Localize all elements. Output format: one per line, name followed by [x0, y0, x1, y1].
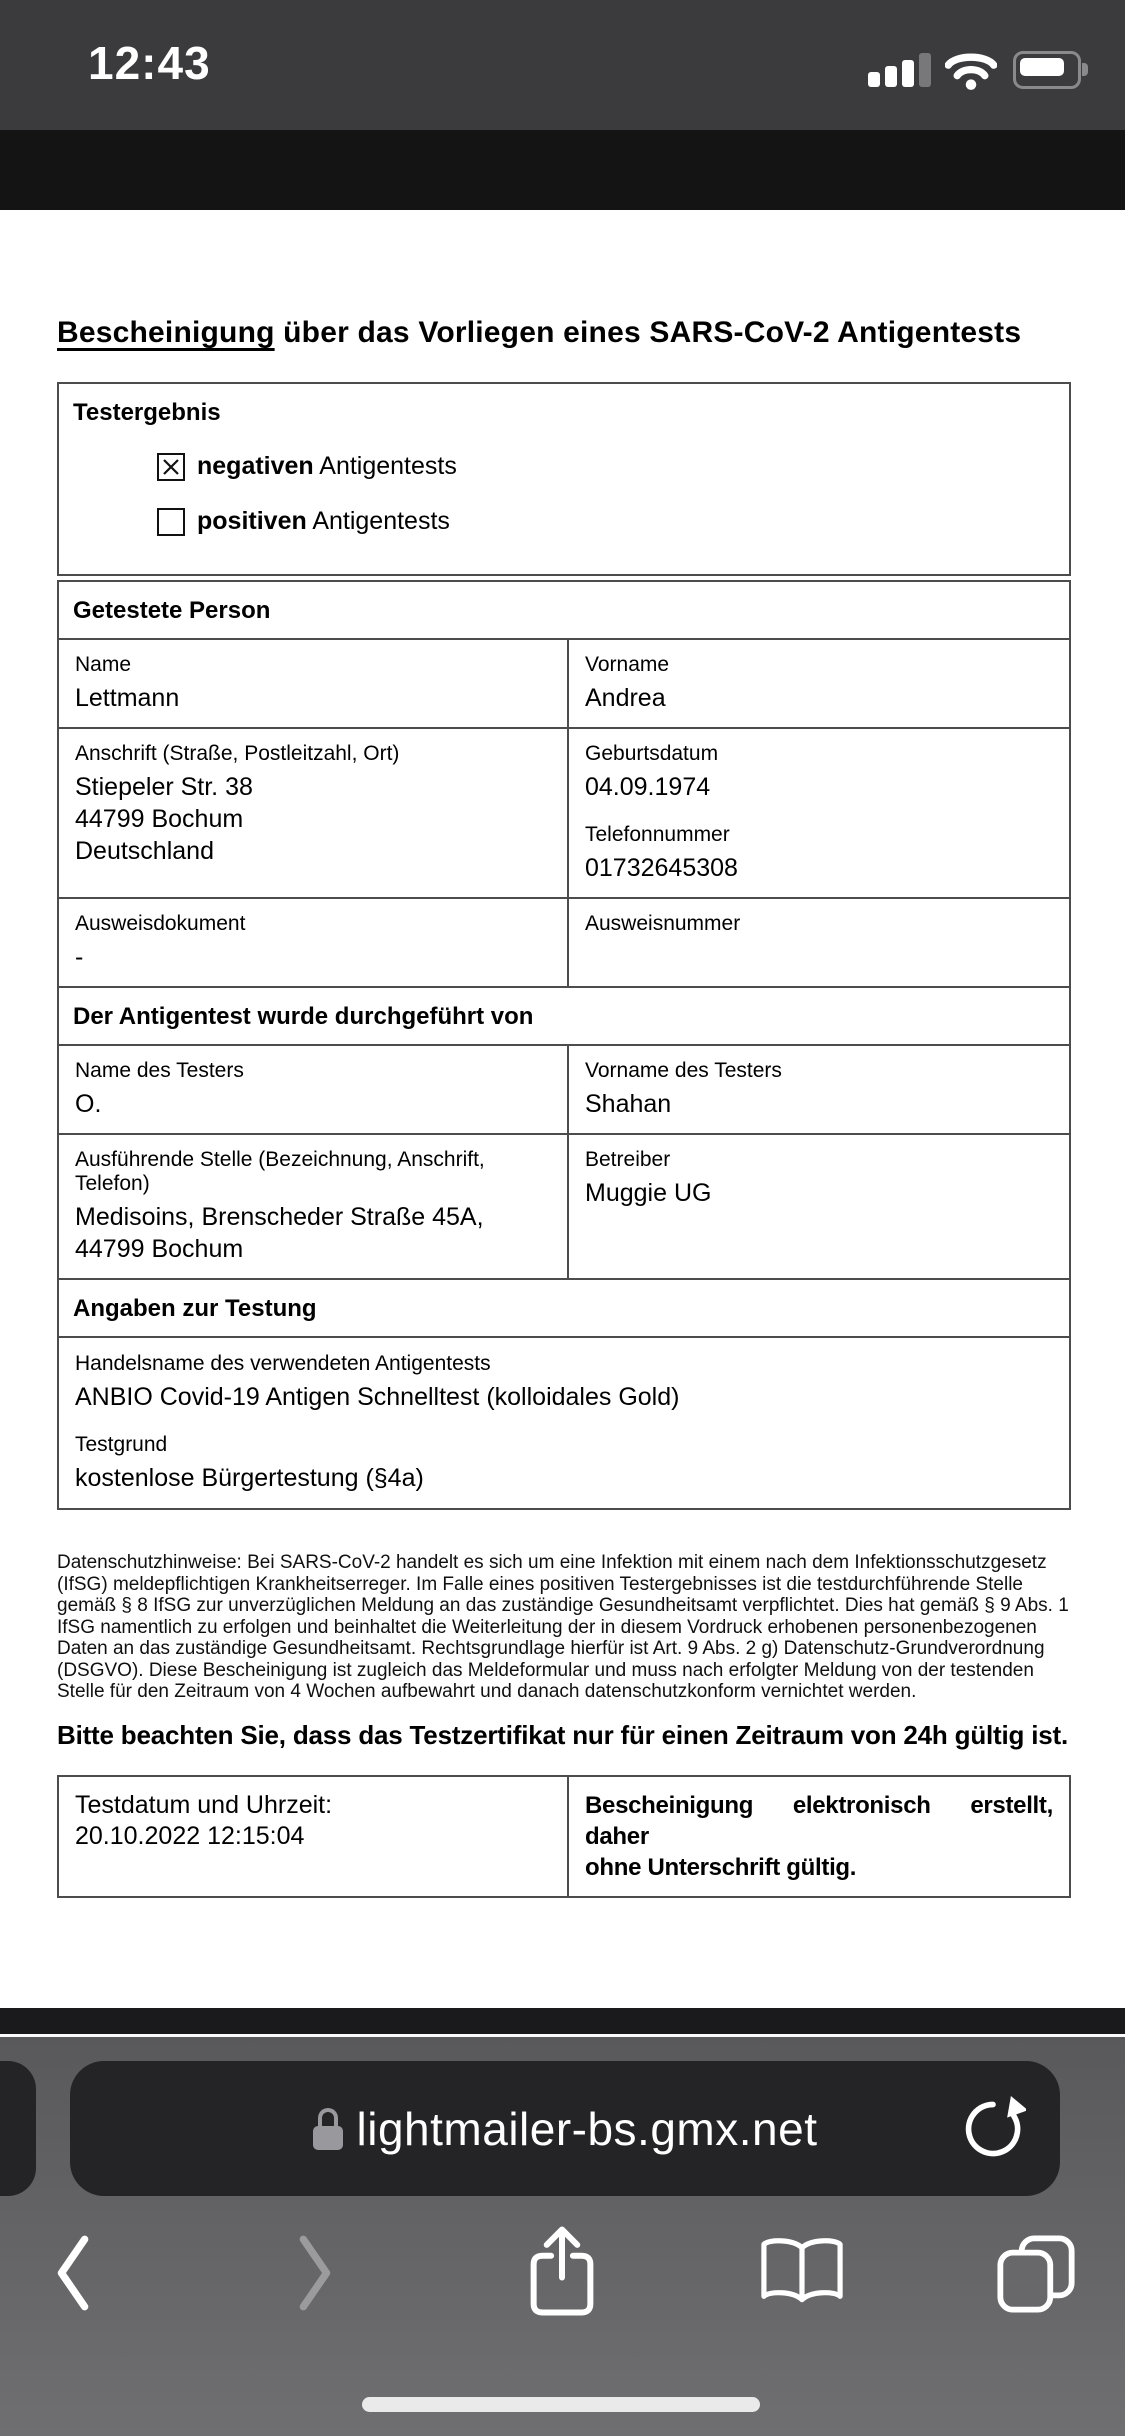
back-button[interactable] — [52, 2233, 92, 2313]
table-row — [59, 1338, 1069, 1508]
field-value: Shahan — [585, 1090, 672, 1118]
field-value: - — [75, 943, 84, 971]
section-header-tester: Der Antigentest wurde durchgeführt von — [59, 988, 1069, 1046]
field-value: Lettmann — [75, 684, 180, 712]
top-black-strip — [0, 130, 1125, 210]
status-bar — [0, 0, 1125, 130]
certificate-page — [0, 210, 1125, 2008]
reload-button[interactable] — [960, 2096, 1026, 2162]
table-row — [59, 640, 1069, 727]
share-icon[interactable] — [527, 2223, 597, 2319]
url-text: lightmailer-bs.gmx.net — [356, 2102, 818, 2155]
testdate-table — [57, 1775, 1071, 1898]
field-label: Ausweisnummer — [585, 912, 741, 935]
table-row — [59, 727, 1069, 897]
field-label: Testdatum und Uhrzeit: — [75, 1790, 333, 1819]
field-value: Muggie UG — [585, 1179, 712, 1207]
page-title: Bescheinigung über das Vorliegen eines SARS-CoV-2 Antigentests — [57, 316, 1022, 349]
previous-tab-pill[interactable] — [0, 2061, 36, 2196]
testung-table — [57, 1278, 1071, 1510]
section-header-testung: Angaben zur Testung — [59, 1280, 1069, 1338]
table-row — [59, 1777, 1069, 1896]
field-label: Geburtsdatum — [585, 742, 719, 765]
tester-table — [57, 986, 1071, 1280]
field-label: Anschrift (Straße, Postleitzahl, Ort) — [75, 742, 400, 765]
bottom-black-strip — [0, 2008, 1125, 2034]
bookmarks-icon[interactable] — [757, 2235, 847, 2309]
section-header-testergebnis: Testergebnis — [73, 399, 221, 426]
table-row — [59, 1046, 1069, 1133]
field-value: kostenlose Bürgertestung (§4a) — [75, 1464, 424, 1492]
forward-button[interactable] — [296, 2233, 336, 2313]
field-value: Andrea — [585, 684, 666, 712]
url-bar[interactable] — [70, 2061, 1060, 2196]
lock-icon — [313, 2108, 343, 2150]
battery-icon — [1013, 51, 1081, 89]
cellular-signal-icon — [863, 53, 931, 87]
home-indicator[interactable] — [362, 2397, 760, 2412]
person-table — [57, 580, 1071, 988]
field-label: Name des Testers — [75, 1059, 244, 1082]
section-header-person: Getestete Person — [59, 582, 1069, 640]
field-label: Betreiber — [585, 1148, 671, 1171]
electronic-note: Bescheinigung elektronisch erstellt, daher ohne Unterschrift gültig. — [585, 1791, 1053, 1881]
privacy-notice: Datenschutzhinweise: Bei SARS-CoV-2 handelt es sich um eine Infektion mit einem nach dem Infektionsschutzgesetz (IfSG) meldepflichtigen Krankheitserreger. Im Falle eines positiven Testergebnisses ist die testdurchführende Stelle gemäß § 8 IfSG zur unverzüglichen Meldung an das zuständige Gesundheitsamt verpflichtet. Dies hat gemäß § 9 Abs. 1 IfSG namentlich zu erfolgen und beinhaltet die Weiterleitung der in diesem Vordruck erhobenen personenbezogenen Daten an das zuständige Gesundheitsamt. Rechtsgrundlage hierfür ist Art. 9 Abs. 2 g) Datenschutz-Grundverordnung (DSGVO). Diese Bescheinigung ist zugleich das Meldeformular und muss nach erfolgter Meldung von der testenden Stelle für den Zeitraum von 4 Wochen aufbewahrt und danach datenschutzkonform vernichtet werden. — [57, 1552, 1069, 1702]
field-value: 04.09.1974 — [585, 773, 711, 801]
result-option-negative: negativen Antigentests — [157, 452, 1069, 481]
field-value: Stiepeler Str. 38 44799 Bochum Deutschland — [75, 773, 253, 865]
field-label: Name — [75, 653, 132, 676]
field-label: Handelsname des verwendeten Antigentests — [75, 1352, 491, 1375]
field-label: Vorname des Testers — [585, 1059, 782, 1082]
testergebnis-table — [57, 382, 1071, 576]
field-value: ANBIO Covid-19 Antigen Schnelltest (kolloidales Gold) — [75, 1383, 680, 1411]
table-row — [59, 897, 1069, 986]
field-value: 01732645308 — [585, 854, 738, 882]
checkbox-unchecked-icon — [157, 508, 185, 536]
field-value: Medisoins, Brenscheder Straße 45A, 44799 Bochum — [75, 1203, 484, 1263]
validity-note: Bitte beachten Sie, dass das Testzertifikat nur für einen Zeitraum von 24h gültig ist. — [57, 1719, 1068, 1750]
tabs-icon[interactable] — [995, 2233, 1077, 2315]
field-label: Vorname — [585, 653, 670, 676]
field-label: Ausführende Stelle (Bezeichnung, Anschrift, Telefon) — [75, 1148, 485, 1195]
clock: 12:43 — [88, 37, 211, 89]
checkbox-checked-icon — [157, 453, 185, 481]
field-value: O. — [75, 1090, 102, 1118]
wifi-icon — [945, 50, 997, 90]
browser-bottom-bar — [0, 2037, 1125, 2436]
field-label: Testgrund — [75, 1433, 168, 1456]
field-label: Telefonnummer — [585, 823, 730, 846]
field-label: Ausweisdokument — [75, 912, 246, 935]
result-option-positive: positiven Antigentests — [157, 507, 1069, 536]
field-value: 20.10.2022 12:15:04 — [75, 1821, 305, 1850]
table-row — [59, 1133, 1069, 1278]
